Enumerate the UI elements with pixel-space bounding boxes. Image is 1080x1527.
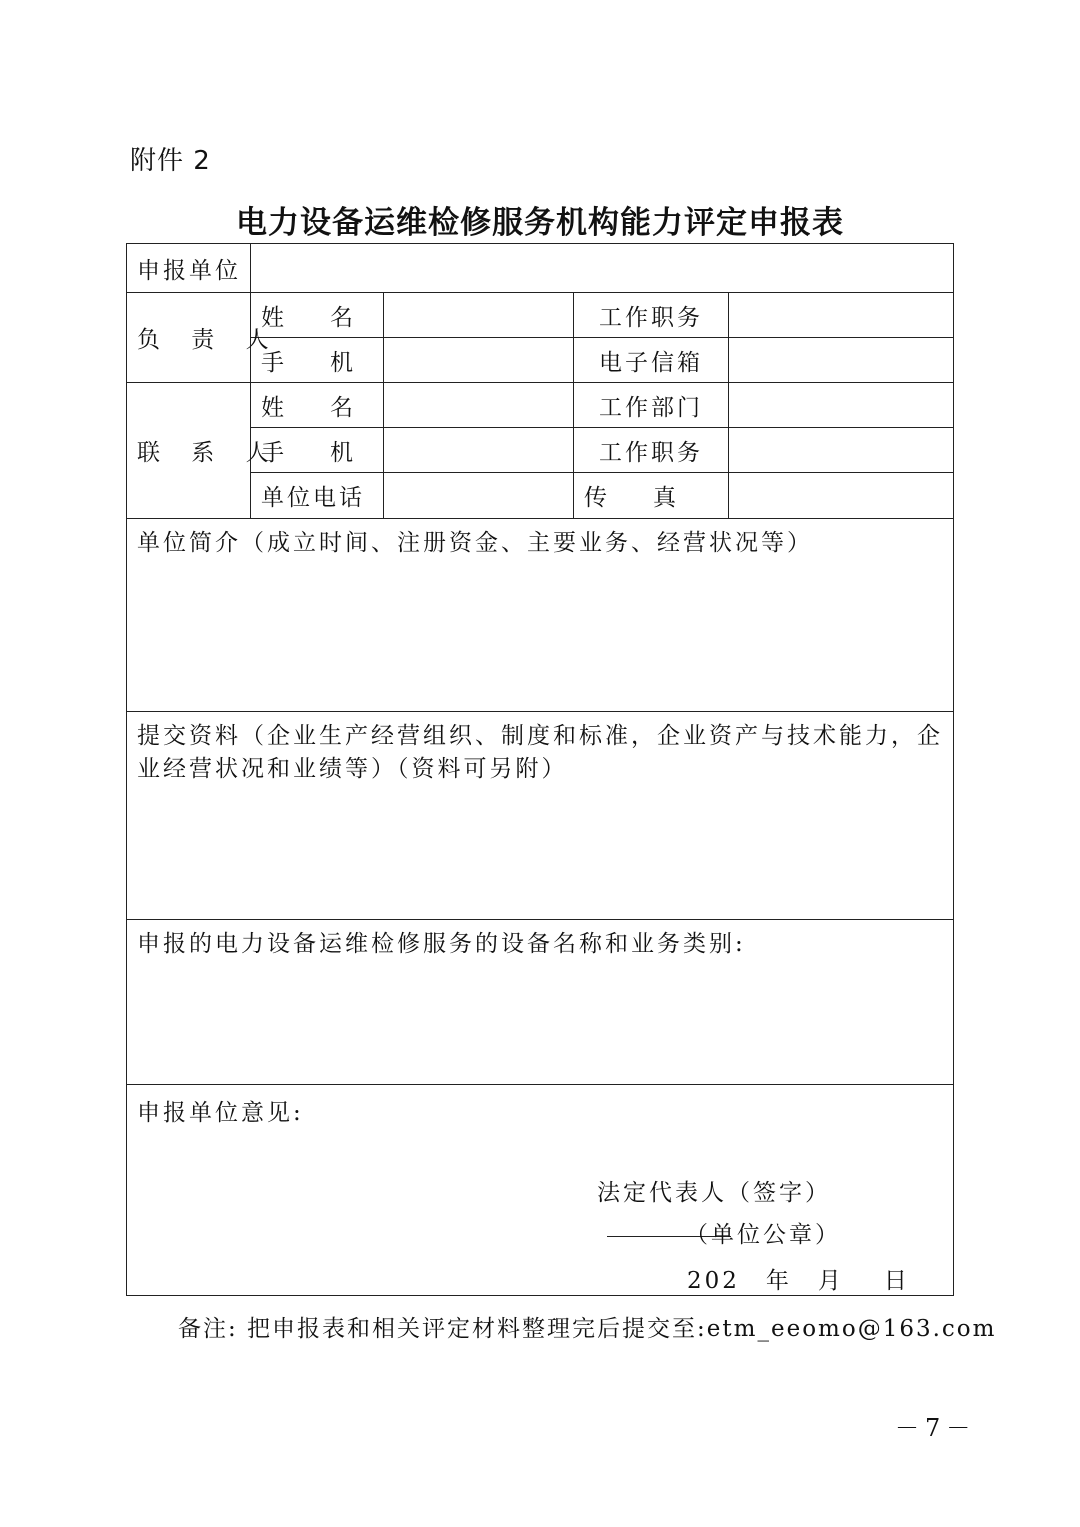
leader-position-field[interactable] — [729, 293, 954, 338]
contact-row-1 — [127, 383, 954, 428]
contact-fax-label: 传真 — [574, 473, 729, 519]
intro-label: 单位简介（成立时间、注册资金、主要业务、经营状况等） — [137, 530, 813, 556]
contact-department-field[interactable] — [729, 383, 954, 428]
contact-department-label: 工作部门 — [574, 383, 729, 428]
contact-phone-field[interactable] — [384, 473, 574, 519]
opinion-cell[interactable] — [127, 1085, 954, 1296]
leader-label-cell — [127, 293, 281, 383]
submission-note: 备注: 把申报表和相关评定材料整理完后提交至:etm_eeomo@163.com — [178, 1316, 997, 1342]
leader-row-1 — [127, 293, 954, 338]
leader-mobile-label: 手机 — [251, 338, 384, 383]
date-year: 202 — [687, 1268, 740, 1294]
leader-name-field[interactable] — [384, 293, 574, 338]
equipment-cell[interactable] — [127, 920, 954, 1085]
month-label: 月 — [817, 1268, 844, 1294]
opinion-label: 申报单位意见: — [137, 1100, 304, 1126]
signature-label: 法定代表人（签字） — [597, 1180, 831, 1206]
contact-fax-field[interactable] — [729, 473, 954, 519]
equipment-label: 申报的电力设备运维检修服务的设备名称和业务类别: — [137, 931, 746, 957]
leader-label: 负 责 人 — [137, 327, 281, 353]
contact-name-field[interactable] — [384, 383, 574, 428]
leader-email-field[interactable] — [729, 338, 954, 383]
contact-label: 联 系 人 — [137, 440, 281, 466]
contact-name-label: 姓名 — [251, 383, 384, 428]
applicant-value-field[interactable] — [251, 244, 954, 293]
equipment-row — [127, 920, 954, 1085]
contact-position-label: 工作职务 — [574, 428, 729, 473]
leader-email-label: 电子信箱 — [574, 338, 729, 383]
year-label: 年 — [765, 1268, 792, 1294]
intro-row — [127, 519, 954, 712]
day-label: 日 — [883, 1268, 910, 1294]
page-number: －7－ — [895, 1414, 977, 1442]
applicant-row — [127, 244, 954, 293]
contact-label-cell — [127, 383, 281, 519]
seal-label: （单位公章） — [685, 1222, 841, 1248]
contact-position-field[interactable] — [729, 428, 954, 473]
date-line — [687, 1265, 936, 1298]
application-form-table — [126, 243, 954, 1296]
leader-mobile-field[interactable] — [384, 338, 574, 383]
intro-cell[interactable] — [127, 519, 954, 712]
contact-mobile-field[interactable] — [384, 428, 574, 473]
materials-row — [127, 712, 954, 920]
opinion-row — [127, 1085, 954, 1296]
contact-mobile-label: 手机 — [251, 428, 384, 473]
form-title: 电力设备运维检修服务机构能力评定申报表 — [236, 205, 844, 241]
contact-phone-label: 单位电话 — [251, 473, 384, 519]
materials-label: 提交资料（企业生产经营组织、制度和标准，企业资产与技术能力，企业经营状况和业绩等）（资料可另附） — [137, 723, 943, 783]
applicant-label: 申报单位 — [127, 244, 251, 293]
contact-row-3 — [127, 473, 954, 519]
attachment-label: 附件 2 — [130, 146, 211, 176]
leader-position-label: 工作职务 — [574, 293, 729, 338]
leader-name-label: 姓名 — [251, 293, 384, 338]
materials-cell[interactable] — [127, 712, 954, 920]
